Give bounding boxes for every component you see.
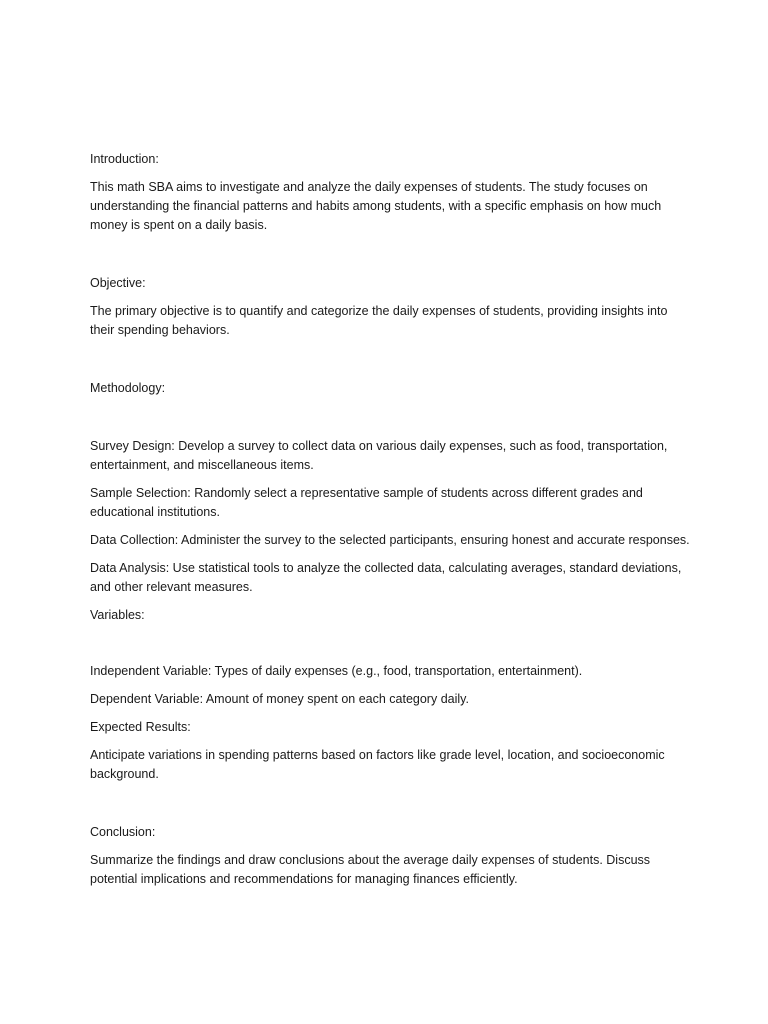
expected-results-text: Anticipate variations in spending patterns based on factors like grade level, location, and socioeconomic background.	[90, 748, 665, 781]
expected-results-heading: Expected Results:	[90, 720, 191, 734]
methodology-item: Sample Selection: Randomly select a representative sample of students across different grades and educational institutions.	[90, 486, 643, 519]
introduction-text: This math SBA aims to investigate and analyze the daily expenses of students. The study focuses on understanding the financial patterns and habits among students, with a specific emphasis on how much money is spent on a daily basis.	[90, 180, 662, 232]
variable-item: Dependent Variable: Amount of money spent on each category daily.	[90, 692, 469, 706]
conclusion-heading: Conclusion:	[90, 825, 156, 839]
document-body	[90, 150, 690, 898]
methodology-item: Survey Design: Develop a survey to collect data on various daily expenses, such as food, transportation, entertainment, and miscellaneous items.	[90, 439, 668, 472]
variable-item: Independent Variable: Types of daily expenses (e.g., food, transportation, entertainment).	[90, 664, 583, 678]
methodology-heading: Methodology:	[90, 381, 166, 395]
objective-text: The primary objective is to quantify and categorize the daily expenses of students, providing insights into their spending behaviors.	[90, 304, 668, 337]
variables-heading: Variables:	[90, 608, 145, 622]
conclusion-text: Summarize the findings and draw conclusions about the average daily expenses of students. Discuss potential implications and recommendations for managing finances efficiently.	[90, 853, 651, 886]
objective-heading: Objective:	[90, 276, 146, 290]
methodology-item: Data Collection: Administer the survey to the selected participants, ensuring honest and accurate responses.	[90, 533, 690, 547]
methodology-item: Data Analysis: Use statistical tools to analyze the collected data, calculating averages, standard deviations, and other relevant measures.	[90, 561, 682, 594]
introduction-heading: Introduction:	[90, 152, 159, 166]
